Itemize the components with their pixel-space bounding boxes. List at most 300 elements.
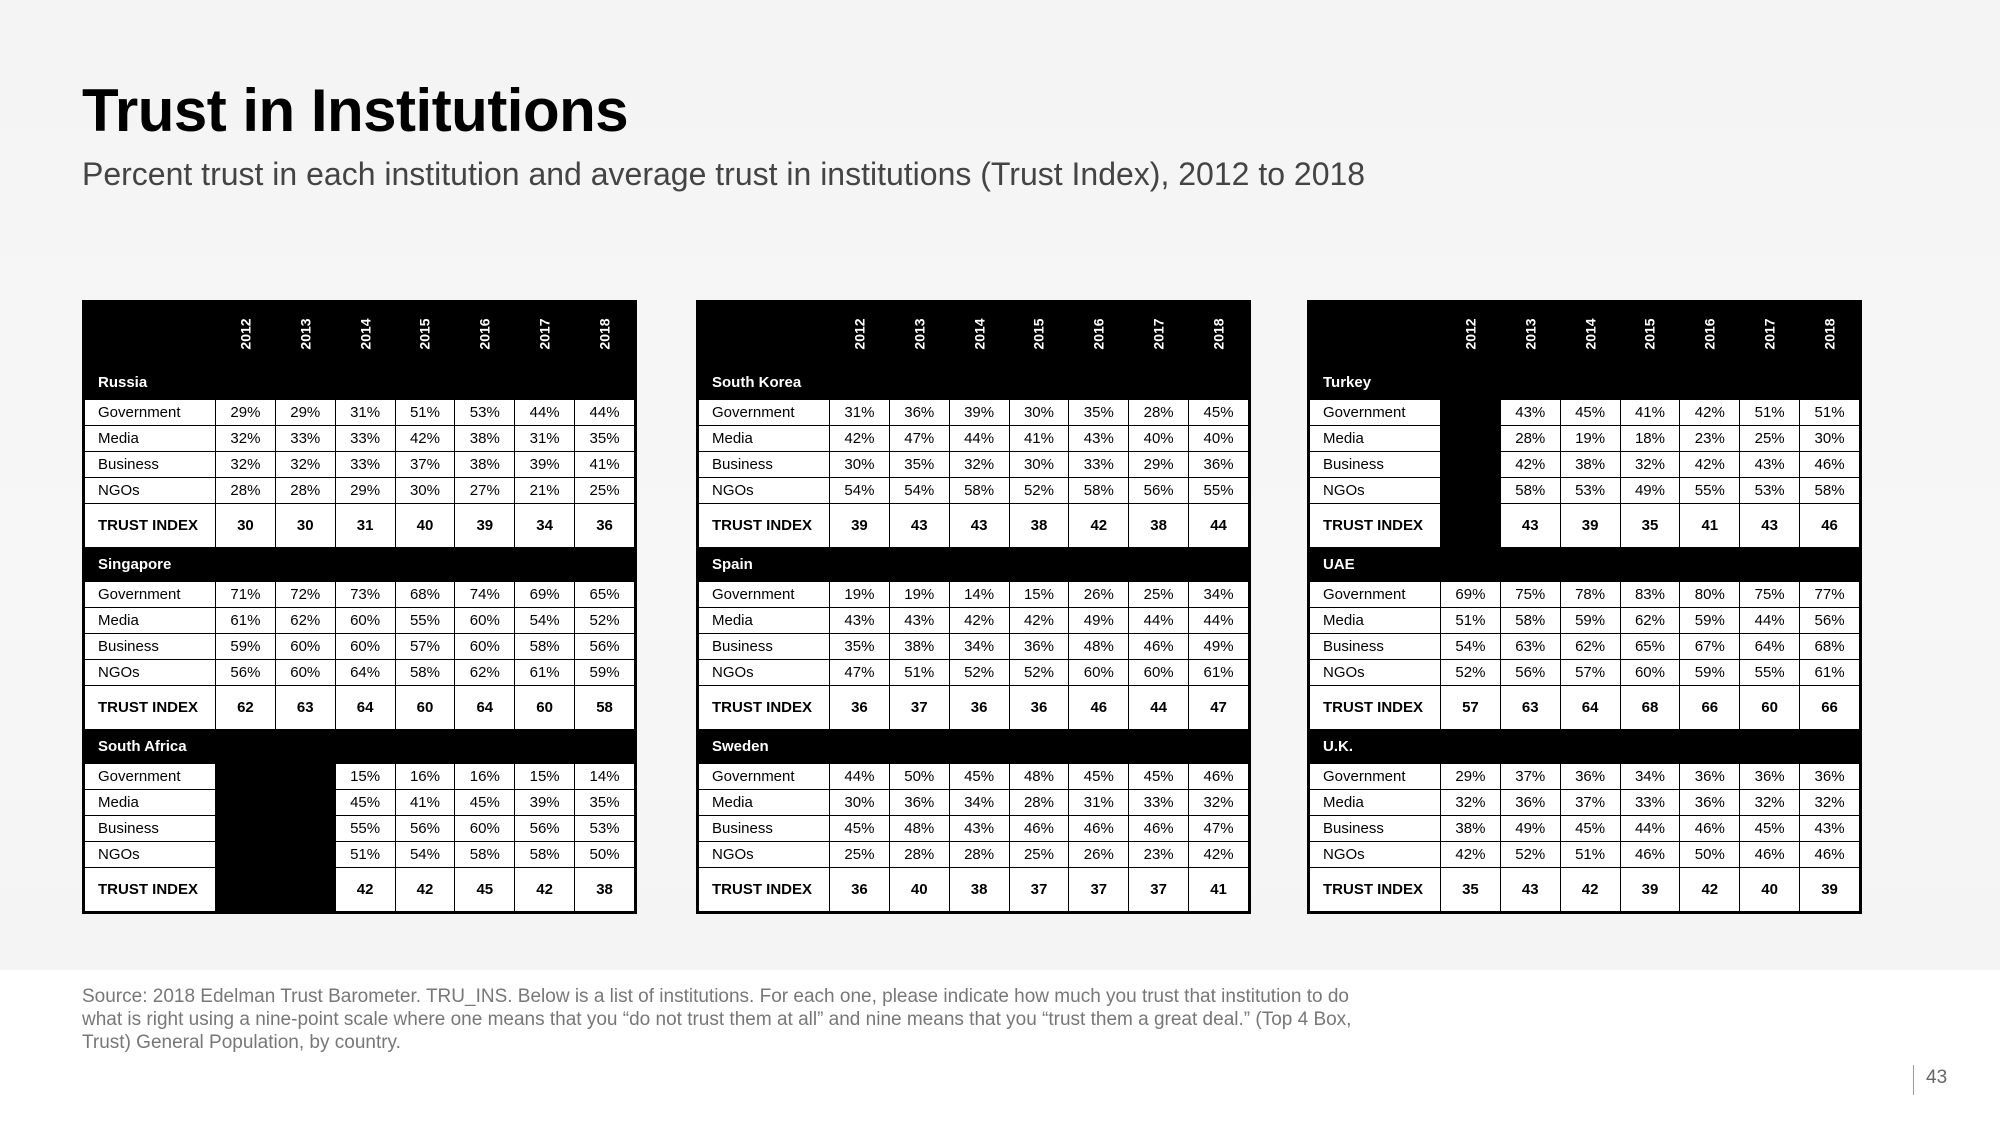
trust-percent-cell: 37% [395, 452, 455, 478]
table-row [1310, 790, 1860, 816]
trust-percent-cell: 36% [1500, 790, 1560, 816]
trust-percent-cell: 53% [1560, 478, 1620, 504]
trust-percent-cell: 63% [1500, 634, 1560, 660]
table-row [85, 764, 635, 790]
trust-percent-cell: 25% [1009, 842, 1069, 868]
trust-percent-cell: 32% [1441, 790, 1501, 816]
table-row [699, 634, 1249, 660]
trust-percent-cell: 31% [1069, 790, 1129, 816]
trust-percent-cell: 68% [395, 582, 455, 608]
trust-percent-cell: 38% [455, 426, 515, 452]
year-header [1069, 303, 1129, 366]
trust-percent-cell: 43% [830, 608, 890, 634]
trust-index-cell: 39 [830, 504, 890, 548]
table-row [1310, 400, 1860, 426]
year-label: 2017 [1150, 317, 1167, 350]
trust-percent-cell: 50% [889, 764, 949, 790]
institution-label: Media [1310, 426, 1441, 452]
no-data-cell [275, 868, 335, 912]
trust-percent-cell: 67% [1680, 634, 1740, 660]
trust-percent-cell: 28% [889, 842, 949, 868]
country-name: Spain [699, 548, 830, 582]
trust-percent-cell: 55% [1189, 478, 1249, 504]
year-header [1620, 303, 1680, 366]
table-row [699, 426, 1249, 452]
trust-percent-cell: 28% [275, 478, 335, 504]
year-label: 2017 [1761, 317, 1778, 350]
trust-percent-cell: 25% [1129, 582, 1189, 608]
trust-index-cell: 68 [1620, 686, 1680, 730]
year-header [1680, 303, 1740, 366]
institution-label: Media [85, 426, 216, 452]
country-header-fill [830, 548, 1249, 582]
trust-percent-cell: 45% [1560, 816, 1620, 842]
table-row [1310, 608, 1860, 634]
table-row [85, 816, 635, 842]
trust-percent-cell: 25% [1740, 426, 1800, 452]
year-header [455, 303, 515, 366]
trust-percent-cell: 69% [515, 582, 575, 608]
no-data-cell [1441, 400, 1501, 426]
trust-index-label: TRUST INDEX [1310, 868, 1441, 912]
trust-percent-cell: 38% [889, 634, 949, 660]
trust-percent-cell: 61% [1800, 660, 1860, 686]
trust-percent-cell: 33% [275, 426, 335, 452]
trust-percent-cell: 28% [216, 478, 276, 504]
institution-label: Business [85, 452, 216, 478]
institution-label: Media [1310, 608, 1441, 634]
year-header [1441, 303, 1501, 366]
trust-percent-cell: 59% [1680, 660, 1740, 686]
table-row [699, 842, 1249, 868]
trust-percent-cell: 54% [889, 478, 949, 504]
trust-percent-cell: 29% [216, 400, 276, 426]
year-label: 2013 [911, 317, 928, 350]
trust-percent-cell: 34% [1620, 764, 1680, 790]
page-title: Trust in Institutions [82, 77, 629, 144]
country-header-row [699, 366, 1249, 400]
trust-index-cell: 38 [1129, 504, 1189, 548]
header-corner [1310, 303, 1441, 366]
trust-percent-cell: 32% [949, 452, 1009, 478]
trust-percent-cell: 34% [1189, 582, 1249, 608]
table-row [1310, 426, 1860, 452]
year-header [1740, 303, 1800, 366]
year-label: 2013 [1522, 317, 1539, 350]
country-header-row [85, 548, 635, 582]
trust-percent-cell: 44% [1620, 816, 1680, 842]
institution-label: Business [699, 634, 830, 660]
trust-index-cell: 39 [1620, 868, 1680, 912]
country-header-fill [830, 366, 1249, 400]
trust-percent-cell: 60% [1129, 660, 1189, 686]
trust-percent-cell: 69% [1441, 582, 1501, 608]
trust-percent-cell: 45% [1069, 764, 1129, 790]
trust-percent-cell: 21% [515, 478, 575, 504]
trust-percent-cell: 30% [830, 790, 890, 816]
trust-percent-cell: 35% [889, 452, 949, 478]
trust-percent-cell: 65% [1620, 634, 1680, 660]
year-label: 2012 [237, 317, 254, 350]
year-label: 2016 [476, 317, 493, 350]
page-subtitle: Percent trust in each institution and average trust in institutions (Trust Index), 2012 to 2018 [82, 156, 1366, 192]
institution-label: Media [699, 426, 830, 452]
trust-index-cell: 40 [395, 504, 455, 548]
trust-index-cell: 36 [949, 686, 1009, 730]
trust-percent-cell: 30% [1800, 426, 1860, 452]
trust-index-label: TRUST INDEX [699, 868, 830, 912]
trust-percent-cell: 46% [1740, 842, 1800, 868]
page-number: 43 [1926, 1067, 1948, 1088]
trust-index-cell: 42 [395, 868, 455, 912]
trust-percent-cell: 43% [1800, 816, 1860, 842]
trust-index-cell: 42 [1069, 504, 1129, 548]
institution-label: Government [699, 400, 830, 426]
trust-percent-cell: 62% [1620, 608, 1680, 634]
trust-percent-cell: 60% [1069, 660, 1129, 686]
trust-percent-cell: 45% [1189, 400, 1249, 426]
country-header-row [1310, 548, 1860, 582]
trust-percent-cell: 45% [1560, 400, 1620, 426]
table-row [699, 478, 1249, 504]
institution-label: Business [699, 452, 830, 478]
trust-percent-cell: 42% [1189, 842, 1249, 868]
trust-percent-cell: 18% [1620, 426, 1680, 452]
trust-percent-cell: 55% [395, 608, 455, 634]
institution-label: Government [85, 400, 216, 426]
trust-index-cell: 35 [1620, 504, 1680, 548]
trust-table [1309, 302, 1860, 912]
page-number-divider [1913, 1065, 1914, 1095]
trust-percent-cell: 30% [1009, 400, 1069, 426]
table-row [1310, 478, 1860, 504]
trust-percent-cell: 60% [335, 634, 395, 660]
no-data-cell [275, 816, 335, 842]
trust-percent-cell: 45% [949, 764, 1009, 790]
trust-percent-cell: 39% [949, 400, 1009, 426]
institution-label: Business [699, 816, 830, 842]
year-header [216, 303, 276, 366]
institution-label: NGOs [1310, 478, 1441, 504]
trust-percent-cell: 58% [455, 842, 515, 868]
trust-index-cell: 36 [575, 504, 635, 548]
trust-index-label: TRUST INDEX [1310, 686, 1441, 730]
table-row [1310, 582, 1860, 608]
trust-percent-cell: 38% [455, 452, 515, 478]
no-data-cell [1441, 426, 1501, 452]
trust-index-cell: 45 [455, 868, 515, 912]
institution-label: Government [699, 764, 830, 790]
trust-percent-cell: 43% [1069, 426, 1129, 452]
no-data-cell [1441, 504, 1501, 548]
table-row [85, 790, 635, 816]
trust-percent-cell: 51% [395, 400, 455, 426]
trust-percent-cell: 42% [949, 608, 1009, 634]
institution-label: Media [699, 790, 830, 816]
trust-percent-cell: 30% [395, 478, 455, 504]
trust-index-label: TRUST INDEX [1310, 504, 1441, 548]
trust-index-cell: 43 [1500, 504, 1560, 548]
trust-percent-cell: 48% [889, 816, 949, 842]
trust-percent-cell: 47% [889, 426, 949, 452]
trust-percent-cell: 60% [1620, 660, 1680, 686]
table-row [85, 400, 635, 426]
institution-label: Media [85, 608, 216, 634]
trust-percent-cell: 28% [1009, 790, 1069, 816]
trust-percent-cell: 46% [1800, 842, 1860, 868]
trust-percent-cell: 40% [1129, 426, 1189, 452]
country-header-fill [1441, 366, 1860, 400]
trust-index-row [85, 868, 635, 912]
trust-percent-cell: 51% [1441, 608, 1501, 634]
trust-index-cell: 43 [949, 504, 1009, 548]
trust-index-cell: 36 [830, 868, 890, 912]
trust-percent-cell: 28% [1129, 400, 1189, 426]
trust-percent-cell: 30% [1009, 452, 1069, 478]
trust-index-row [1310, 868, 1860, 912]
trust-index-label: TRUST INDEX [699, 504, 830, 548]
trust-percent-cell: 27% [455, 478, 515, 504]
trust-index-cell: 46 [1800, 504, 1860, 548]
trust-percent-cell: 43% [949, 816, 1009, 842]
trust-percent-cell: 34% [949, 634, 1009, 660]
country-header-fill [1441, 548, 1860, 582]
trust-percent-cell: 28% [1500, 426, 1560, 452]
year-label: 2015 [1641, 317, 1658, 350]
trust-percent-cell: 44% [830, 764, 890, 790]
trust-percent-cell: 60% [275, 660, 335, 686]
trust-percent-cell: 35% [575, 790, 635, 816]
trust-index-cell: 43 [889, 504, 949, 548]
year-label: 2017 [536, 317, 553, 350]
trust-percent-cell: 47% [1189, 816, 1249, 842]
trust-index-cell: 47 [1189, 686, 1249, 730]
year-label: 2018 [1210, 317, 1227, 350]
trust-index-cell: 41 [1680, 504, 1740, 548]
institution-label: Business [85, 634, 216, 660]
trust-table [698, 302, 1249, 912]
trust-percent-cell: 29% [275, 400, 335, 426]
year-header [335, 303, 395, 366]
trust-index-cell: 39 [1800, 868, 1860, 912]
trust-percent-cell: 58% [949, 478, 1009, 504]
trust-index-row [1310, 504, 1860, 548]
year-header [830, 303, 890, 366]
trust-percent-cell: 64% [1740, 634, 1800, 660]
trust-percent-cell: 32% [216, 426, 276, 452]
trust-percent-cell: 43% [889, 608, 949, 634]
header-corner [85, 303, 216, 366]
institution-label: NGOs [85, 660, 216, 686]
no-data-cell [275, 764, 335, 790]
trust-percent-cell: 48% [1069, 634, 1129, 660]
trust-percent-cell: 75% [1740, 582, 1800, 608]
trust-percent-cell: 49% [1069, 608, 1129, 634]
trust-percent-cell: 58% [1800, 478, 1860, 504]
trust-percent-cell: 46% [1189, 764, 1249, 790]
trust-percent-cell: 28% [949, 842, 1009, 868]
country-header-row [1310, 366, 1860, 400]
trust-percent-cell: 41% [1009, 426, 1069, 452]
trust-percent-cell: 39% [515, 452, 575, 478]
trust-index-cell: 43 [1500, 868, 1560, 912]
trust-percent-cell: 56% [216, 660, 276, 686]
trust-index-cell: 43 [1740, 504, 1800, 548]
trust-percent-cell: 14% [575, 764, 635, 790]
trust-percent-cell: 32% [216, 452, 276, 478]
year-header-row [699, 303, 1249, 366]
trust-index-cell: 44 [1129, 686, 1189, 730]
trust-index-row [699, 686, 1249, 730]
trust-percent-cell: 80% [1680, 582, 1740, 608]
trust-percent-cell: 58% [515, 842, 575, 868]
institution-label: NGOs [1310, 842, 1441, 868]
table-row [699, 764, 1249, 790]
trust-index-cell: 38 [1009, 504, 1069, 548]
trust-percent-cell: 42% [1680, 400, 1740, 426]
trust-percent-cell: 60% [455, 634, 515, 660]
trust-percent-cell: 45% [830, 816, 890, 842]
trust-percent-cell: 58% [1500, 608, 1560, 634]
trust-percent-cell: 59% [1560, 608, 1620, 634]
trust-percent-cell: 46% [1800, 452, 1860, 478]
table-row [699, 400, 1249, 426]
year-label: 2012 [851, 317, 868, 350]
trust-index-cell: 44 [1189, 504, 1249, 548]
year-header [1189, 303, 1249, 366]
trust-percent-cell: 56% [1800, 608, 1860, 634]
trust-table-panel-2 [696, 300, 1251, 914]
trust-percent-cell: 46% [1069, 816, 1129, 842]
trust-percent-cell: 46% [1129, 634, 1189, 660]
table-row [85, 452, 635, 478]
trust-percent-cell: 44% [515, 400, 575, 426]
trust-index-cell: 66 [1680, 686, 1740, 730]
trust-index-cell: 38 [949, 868, 1009, 912]
trust-percent-cell: 31% [830, 400, 890, 426]
table-row [699, 582, 1249, 608]
trust-percent-cell: 33% [1069, 452, 1129, 478]
trust-percent-cell: 23% [1129, 842, 1189, 868]
trust-percent-cell: 43% [1740, 452, 1800, 478]
trust-index-cell: 38 [575, 868, 635, 912]
year-header [575, 303, 635, 366]
trust-percent-cell: 60% [455, 608, 515, 634]
trust-index-cell: 41 [1189, 868, 1249, 912]
trust-percent-cell: 38% [1441, 816, 1501, 842]
trust-percent-cell: 36% [1680, 764, 1740, 790]
institution-label: Media [1310, 790, 1441, 816]
trust-table-panel-1 [82, 300, 637, 914]
trust-index-cell: 36 [830, 686, 890, 730]
trust-percent-cell: 36% [1560, 764, 1620, 790]
table-row [699, 608, 1249, 634]
trust-index-row [699, 504, 1249, 548]
trust-percent-cell: 54% [395, 842, 455, 868]
year-header [949, 303, 1009, 366]
trust-percent-cell: 32% [275, 452, 335, 478]
trust-percent-cell: 52% [1009, 478, 1069, 504]
year-header [889, 303, 949, 366]
institution-label: Business [1310, 816, 1441, 842]
trust-percent-cell: 46% [1680, 816, 1740, 842]
trust-percent-cell: 46% [1620, 842, 1680, 868]
trust-index-cell: 57 [1441, 686, 1501, 730]
trust-percent-cell: 16% [455, 764, 515, 790]
trust-percent-cell: 52% [949, 660, 1009, 686]
country-header-fill [1441, 730, 1860, 764]
trust-index-label: TRUST INDEX [699, 686, 830, 730]
table-row [85, 634, 635, 660]
institution-label: Government [1310, 400, 1441, 426]
institution-label: NGOs [699, 478, 830, 504]
trust-percent-cell: 35% [1069, 400, 1129, 426]
year-label: 2015 [1030, 317, 1047, 350]
trust-index-cell: 66 [1800, 686, 1860, 730]
trust-percent-cell: 45% [1129, 764, 1189, 790]
trust-percent-cell: 44% [575, 400, 635, 426]
trust-percent-cell: 77% [1800, 582, 1860, 608]
trust-index-label: TRUST INDEX [85, 504, 216, 548]
trust-percent-cell: 54% [1441, 634, 1501, 660]
trust-index-cell: 58 [575, 686, 635, 730]
country-header-row [1310, 730, 1860, 764]
trust-percent-cell: 54% [830, 478, 890, 504]
trust-percent-cell: 15% [335, 764, 395, 790]
trust-percent-cell: 51% [1800, 400, 1860, 426]
trust-index-cell: 42 [1560, 868, 1620, 912]
trust-percent-cell: 51% [1560, 842, 1620, 868]
trust-percent-cell: 60% [455, 816, 515, 842]
table-row [85, 660, 635, 686]
country-header-fill [216, 548, 635, 582]
trust-table-panel-3 [1307, 300, 1862, 914]
trust-percent-cell: 47% [830, 660, 890, 686]
trust-percent-cell: 31% [335, 400, 395, 426]
trust-index-cell: 64 [335, 686, 395, 730]
trust-percent-cell: 46% [1129, 816, 1189, 842]
trust-percent-cell: 19% [830, 582, 890, 608]
country-header-fill [216, 730, 635, 764]
table-row [85, 426, 635, 452]
table-row [1310, 452, 1860, 478]
trust-percent-cell: 56% [575, 634, 635, 660]
no-data-cell [216, 816, 276, 842]
trust-percent-cell: 33% [1129, 790, 1189, 816]
trust-percent-cell: 60% [335, 608, 395, 634]
trust-percent-cell: 83% [1620, 582, 1680, 608]
trust-percent-cell: 41% [395, 790, 455, 816]
trust-index-cell: 30 [216, 504, 276, 548]
trust-index-cell: 42 [515, 868, 575, 912]
trust-percent-cell: 51% [335, 842, 395, 868]
country-name: Sweden [699, 730, 830, 764]
table-row [699, 452, 1249, 478]
trust-percent-cell: 53% [575, 816, 635, 842]
year-label: 2012 [1462, 317, 1479, 350]
trust-percent-cell: 64% [335, 660, 395, 686]
trust-index-label: TRUST INDEX [85, 868, 216, 912]
trust-percent-cell: 36% [1009, 634, 1069, 660]
trust-index-label: TRUST INDEX [85, 686, 216, 730]
year-header [1800, 303, 1860, 366]
trust-percent-cell: 44% [1740, 608, 1800, 634]
country-name: South Africa [85, 730, 216, 764]
no-data-cell [216, 868, 276, 912]
trust-percent-cell: 52% [1009, 660, 1069, 686]
institution-label: NGOs [1310, 660, 1441, 686]
institution-label: Government [85, 764, 216, 790]
